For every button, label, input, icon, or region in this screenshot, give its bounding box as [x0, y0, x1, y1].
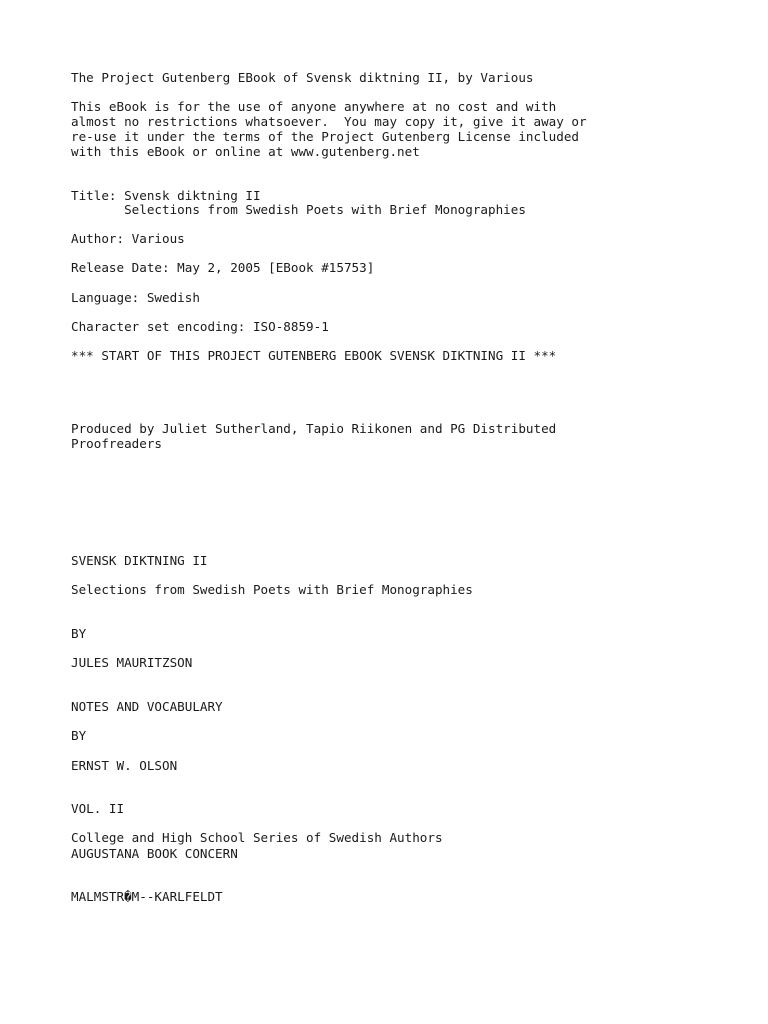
book-subtitle: Selections from Swedish Poets with Brief Monographies [71, 582, 473, 597]
meta-author: Author: Various [71, 231, 185, 246]
book-author: JULES MAURITZSON [71, 655, 193, 670]
book-editor: ERNST W. OLSON [71, 758, 178, 773]
by-label-2: BY [71, 728, 87, 743]
meta-charset: Character set encoding: ISO-8859-1 [71, 319, 329, 334]
license-line-3: re-use it under the terms of the Project Gutenberg License included [71, 129, 579, 144]
producer-line-1: Produced by Juliet Sutherland, Tapio Riikonen and PG Distributed [71, 421, 557, 436]
license-line-1: This eBook is for the use of anyone anywhere at no cost and with [71, 99, 557, 114]
producer-line-2: Proofreaders [71, 436, 162, 451]
license-line-4: with this eBook or online at www.gutenberg.net [71, 144, 420, 159]
series-line: College and High School Series of Swedish Authors [71, 830, 443, 845]
meta-title-line-1: Title: Svensk diktning II [71, 188, 261, 203]
start-marker: *** START OF THIS PROJECT GUTENBERG EBOOK SVENSK DIKTNING II *** [71, 348, 557, 363]
meta-language: Language: Swedish [71, 290, 200, 305]
license-line-2: almost no restrictions whatsoever. You may copy it, give it away or [71, 114, 587, 129]
meta-release-date: Release Date: May 2, 2005 [EBook #15753] [71, 260, 375, 275]
meta-title-line-2: Selections from Swedish Poets with Brief Monographies [71, 202, 526, 217]
ebook-header-title: The Project Gutenberg EBook of Svensk diktning II, by Various [71, 70, 534, 85]
by-label-1: BY [71, 626, 87, 641]
notes-heading: NOTES AND VOCABULARY [71, 699, 223, 714]
section-heading: MALMSTR�M--KARLFELDT [71, 889, 223, 904]
volume-label: VOL. II [71, 801, 125, 816]
publisher-line: AUGUSTANA BOOK CONCERN [71, 846, 238, 861]
book-heading: SVENSK DIKTNING II [71, 553, 208, 568]
